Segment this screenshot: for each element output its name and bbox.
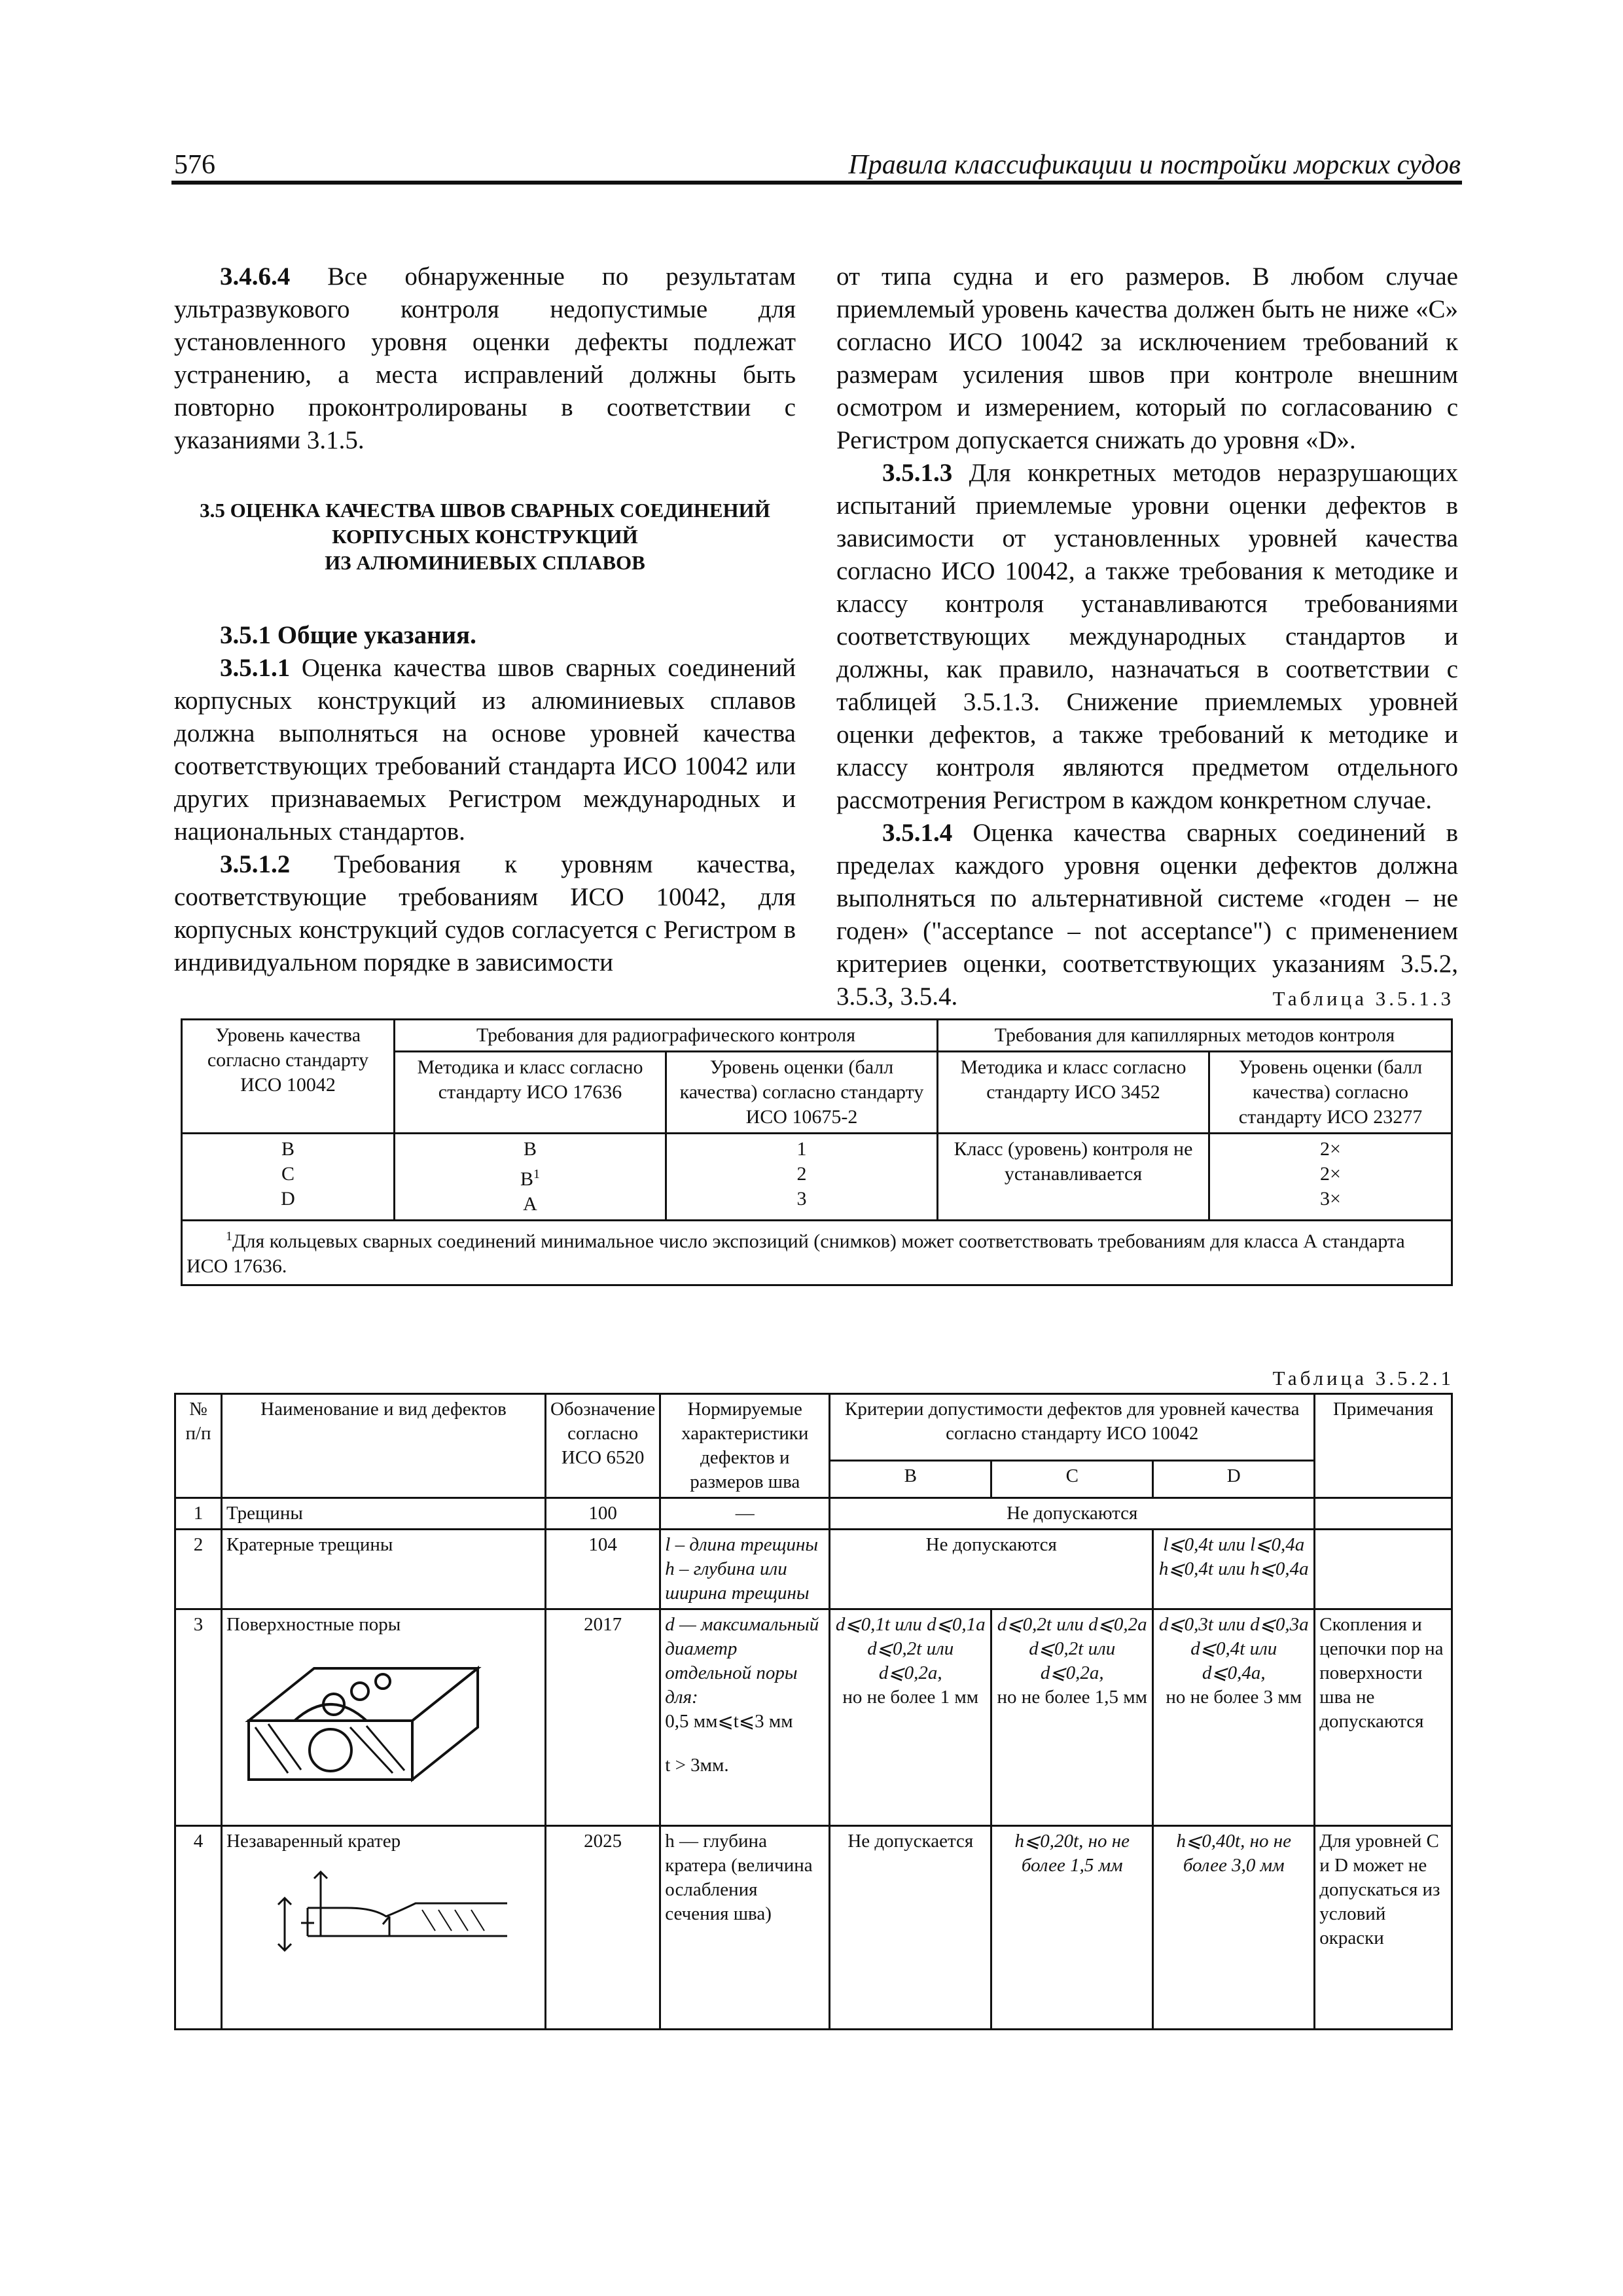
capil-method-cell: Класс (уровень) контроля не устанавливается — [938, 1134, 1209, 1221]
paragraph-3-5-1-2: 3.5.1.2 Требования к уровням качества, соответствующие требованиям ИСО 10042, для корпусных конструкций судов согласуется с Регистром в индивидуальном порядке в зависимости — [174, 850, 796, 977]
header-rule — [171, 181, 1462, 185]
left-column-2 — [174, 619, 796, 979]
paragraph-3-5-1-4: 3.5.1.4 Оценка качества сварных соединений в пределах каждого уровня оценки дефектов должна выполняться по альтернативной системе «годен – не годен» ("acceptance – not acceptance") с применением критериев оценки, соответствующих указаниям 3.5.2, 3.5.3, 3.5.4. — [836, 819, 1458, 1011]
th-level-d: D — [1153, 1460, 1315, 1498]
table-footnote: $^1$Для кольцевых сварных соединений минимальное число экспозиций (снимков) может соответствовать требованиям для класса А стандарта ИСО 17636. — [182, 1221, 1452, 1285]
th-notes: Примечания — [1315, 1394, 1452, 1498]
paragraph-3-5-1-1: 3.5.1.1 Оценка качества швов сварных соединений корпусных конструкций из алюминиевых сплавов должна выполняться на основе уровней качества соответствующих требований стандарта ИСО 10042 или других признаваемых Регистром международных и национальных стандартов. — [174, 654, 796, 846]
subsection-heading: 3.5.1 Общие указания. — [220, 621, 476, 649]
radio-score-cell: 1 2 3 — [666, 1134, 938, 1221]
table-caption-3-5-1-3: Таблица 3.5.1.3 — [1272, 987, 1454, 1010]
th-capil-method: Методика и класс согласно стандарту ИСО 3452 — [938, 1052, 1209, 1134]
table-3-5-2-1 — [174, 1393, 1453, 2030]
th-radio-score: Уровень оценки (балл качества) согласно стандарту ИСО 10675-2 — [666, 1052, 938, 1134]
section-heading: 3.5 ОЦЕНКА КАЧЕСТВА ШВОВ СВАРНЫХ СОЕДИНЕНИЙ КОРПУСНЫХ КОНСТРУКЦИЙ ИЗ АЛЮМИНИЕВЫХ СПЛАВОВ — [200, 499, 770, 574]
th-level-b: B — [830, 1460, 991, 1498]
table-row: 2 Кратерные трещины 104 l – длина трещины h – глубина или ширина трещины Не допускаются l⩽0,4t или l⩽0,4a h⩽0,4t или h⩽0,4a — [175, 1530, 1452, 1609]
th-quality-level: Уровень качества согласно стандарту ИСО 10042 — [182, 1020, 395, 1134]
surface-pores-drawing-icon — [236, 1642, 484, 1793]
th-level-c: C — [991, 1460, 1153, 1498]
page-number: 576 — [174, 150, 215, 180]
th-capil-score: Уровень оценки (балл качества) согласно стандарту ИСО 23277 — [1209, 1052, 1452, 1134]
radio-method-cell: B $B^1$ A — [395, 1134, 666, 1221]
th-num: № п/п — [175, 1394, 222, 1498]
capil-score-cell: 2× 2× 3× — [1209, 1134, 1452, 1221]
levels-cell: B C D — [182, 1134, 395, 1221]
th-capillary: Требования для капиллярных методов контроля — [938, 1020, 1452, 1052]
table-row: 3 Поверхностные поры 2017 d — максимальный диаметр отдельной поры для: 0,5 мм⩽t⩽3 мм t > 3мм. d⩽0,1t или d⩽0,1a d⩽0,2t или d⩽0,2a, но не более 1 мм d⩽0,2t или d⩽0,2a d⩽0,2t или d⩽0,2a, но не более 1,5 мм d⩽0,3t или d⩽0,3a d⩽0,4t или d⩽0,4a, но не более 3 мм Скопления и цепочки пор на поверхности шва не допускаются — [175, 1609, 1452, 1826]
table-3-5-1-3 — [181, 1018, 1453, 1286]
paragraph-3-4-6-4: 3.4.6.4 Все обнаруженные по результатам ультразвукового контроля недопустимые для установленного уровня оценки дефекты подлежат устранению, а места исправлений должны быть повторно проконтролированы в соответствии с указаниями 3.1.5. — [174, 262, 796, 454]
paragraph-3-5-1-3: 3.5.1.3 Для конкретных методов неразрушающих испытаний приемлемые уровни оценки дефектов в зависимости от установленных уровней качества согласно ИСО 10042, а также требования к методике и классу контроля устанавливаются требованиями соответствующих международных стандартов и должны, как правило, назначаться в соответствии с таблицей 3.5.1.3. Снижение приемлемых уровней оценки дефектов, а также требований к методике и классу контроля являются предметом отдельного рассмотрения Регистром в каждом конкретном случае. — [836, 459, 1458, 814]
table-row: 1 Трещины 100 — Не допускаются — [175, 1498, 1452, 1530]
th-name: Наименование и вид дефектов — [222, 1394, 546, 1498]
th-radio-method: Методика и класс согласно стандарту ИСО 17636 — [395, 1052, 666, 1134]
right-column — [836, 260, 1458, 1013]
th-criteria: Критерии допустимости дефектов для уровней качества согласно стандарту ИСО 10042 — [830, 1394, 1315, 1461]
table-caption-3-5-2-1: Таблица 3.5.2.1 — [1272, 1367, 1454, 1390]
table-row: 4 Незаваренный кратер 2025 h — глубина кратера (величина ослабления сечения шва) Не допускается h⩽0,20t, но не более 1,5 мм h⩽0,40t, но не более 3,0 мм Для уровней C и D может не допускаться из условий окраски — [175, 1826, 1452, 2030]
th-char: Нормируемые характеристики дефектов и размеров шва — [660, 1394, 830, 1498]
running-title: Правила классификации и постройки морских судов — [848, 150, 1461, 180]
th-code: Обозначение согласно ИСО 6520 — [546, 1394, 660, 1498]
paragraph-continued: от типа судна и его размеров. В любом случае приемлемый уровень качества должен быть не ниже «C» согласно ИСО 10042 за исключением требований к размерам усиления швов при контроле внешним осмотром и измерением, который по согласованию с Регистром допускается снижать до уровня «D». — [836, 262, 1458, 454]
th-radiographic: Требования для радиографического контроля — [395, 1020, 938, 1052]
unfilled-crater-drawing-icon — [236, 1859, 510, 1970]
left-column — [174, 260, 796, 457]
